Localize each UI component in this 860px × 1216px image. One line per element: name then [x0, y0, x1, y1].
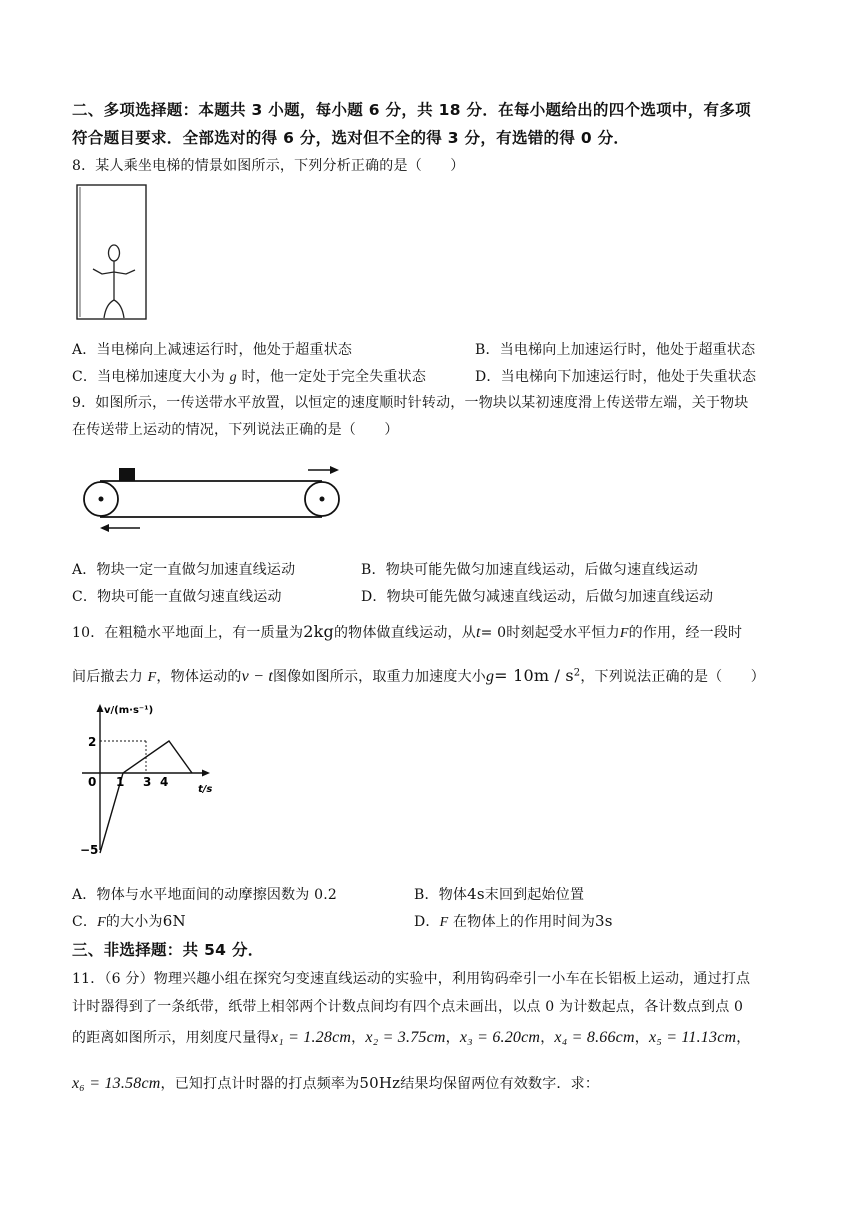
- question-8-option-b: B．当电梯向上加速运行时，他处于超重状态: [475, 342, 756, 358]
- question-8-option-d: D．当电梯向下加速运行时，他处于失重状态: [475, 369, 757, 385]
- question-11-line1: 11．（6 分）物理兴趣小组在探究匀变速直线运动的实验中，利用钩码牵引一小车在长铝板上运动，通过打点: [72, 971, 751, 987]
- question-10-option-c: C．F的大小为6N: [72, 912, 186, 930]
- question-9-option-d: D．物块可能先做匀减速直线运动，后做匀加速直线运动: [361, 589, 714, 605]
- question-8-stem: 8．某人乘坐电梯的情景如图所示，下列分析正确的是（ ）: [72, 158, 465, 174]
- question-8-option-c: C．当电梯加速度大小为 g 时，他一定处于完全失重状态: [72, 369, 427, 385]
- question-10-option-d: D．F 在物体上的作用时间为3s: [414, 912, 613, 930]
- velocity-time-graph: [80, 700, 230, 860]
- question-11-line4: x₆ = 13.58cm，已知打点计时器的打点频率为50Hz结果均保留两位有效数字．求：: [72, 1074, 600, 1092]
- person-head: [109, 245, 120, 261]
- elevator-figure: [76, 184, 148, 321]
- section-heading-multiple-choice: 二、多项选择题：本题共 3 小题，每小题 6 分，共 18 分．在每小题给出的四个选项中，有多项: [72, 101, 751, 119]
- question-9-stem-line2: 在传送带上运动的情况，下列说法正确的是（ ）: [72, 422, 399, 438]
- conveyor-belt-figure: [82, 462, 344, 534]
- tick-y-neg5: −5: [80, 843, 99, 857]
- question-10-stem-line2: 间后撤去力 F，物体运动的v − t图像如图所示，取重力加速度大小$g= 10m / s^2$，下列说法正确的是（ ）: [72, 666, 765, 685]
- velocity-curve: [100, 741, 192, 853]
- question-10-option-b: B．物体4s末回到起始位置: [414, 885, 585, 903]
- question-9-option-a: A．物块一定一直做匀加速直线运动: [72, 562, 296, 578]
- question-10-option-a: A．物体与水平地面间的动摩擦因数为 0.2: [72, 887, 338, 903]
- question-9-stem-line1: 9．如图所示，一传送带水平放置，以恒定的速度顺时针转动，一物块以某初速度滑上传送带左端，关于物块: [72, 395, 749, 411]
- v-axis-label: v/(m·s⁻¹): [104, 705, 154, 716]
- elevator-car: [77, 185, 146, 319]
- tick-x-4: 4: [160, 775, 169, 789]
- question-9-option-c: C．物块可能一直做匀速直线运动: [72, 589, 282, 605]
- t-axis-label: t/s: [198, 784, 213, 795]
- tick-x-3: 3: [143, 775, 152, 789]
- question-10-stem-line1: 10．在粗糙水平地面上，有一质量为2kg的物体做直线运动，从t= 0时刻起受水平恒力F的作用，经一段时: [72, 622, 743, 641]
- question-8-option-a: A．当电梯向上减速运行时，他处于超重状态: [72, 342, 353, 358]
- section-heading-multiple-choice-rules: 符合题目要求．全部选对的得 6 分，选对但不全的得 3 分，有选错的得 0 分．: [72, 129, 630, 147]
- question-11-line2: 计时器得到了一条纸带，纸带上相邻两个计数点间均有四个点未画出，以点 0 为计数起点，各计数点到点 0: [72, 999, 744, 1015]
- tick-y-2: 2: [88, 735, 97, 749]
- origin-label: 0: [88, 775, 97, 789]
- block: [119, 468, 135, 481]
- tick-x-1: 1: [116, 775, 125, 789]
- section-heading-non-choice: 三、非选择题：共 54 分．: [72, 941, 264, 959]
- question-11-line3: 的距离如图所示，用刻度尺量得x₁ = 1.28cm，x₂ = 3.75cm，x₃ = 6.20cm，x₄ = 8.66cm，x₅ = 11.13cm，: [72, 1029, 751, 1046]
- question-9-option-b: B．物块可能先做匀加速直线运动，后做匀速直线运动: [361, 562, 699, 578]
